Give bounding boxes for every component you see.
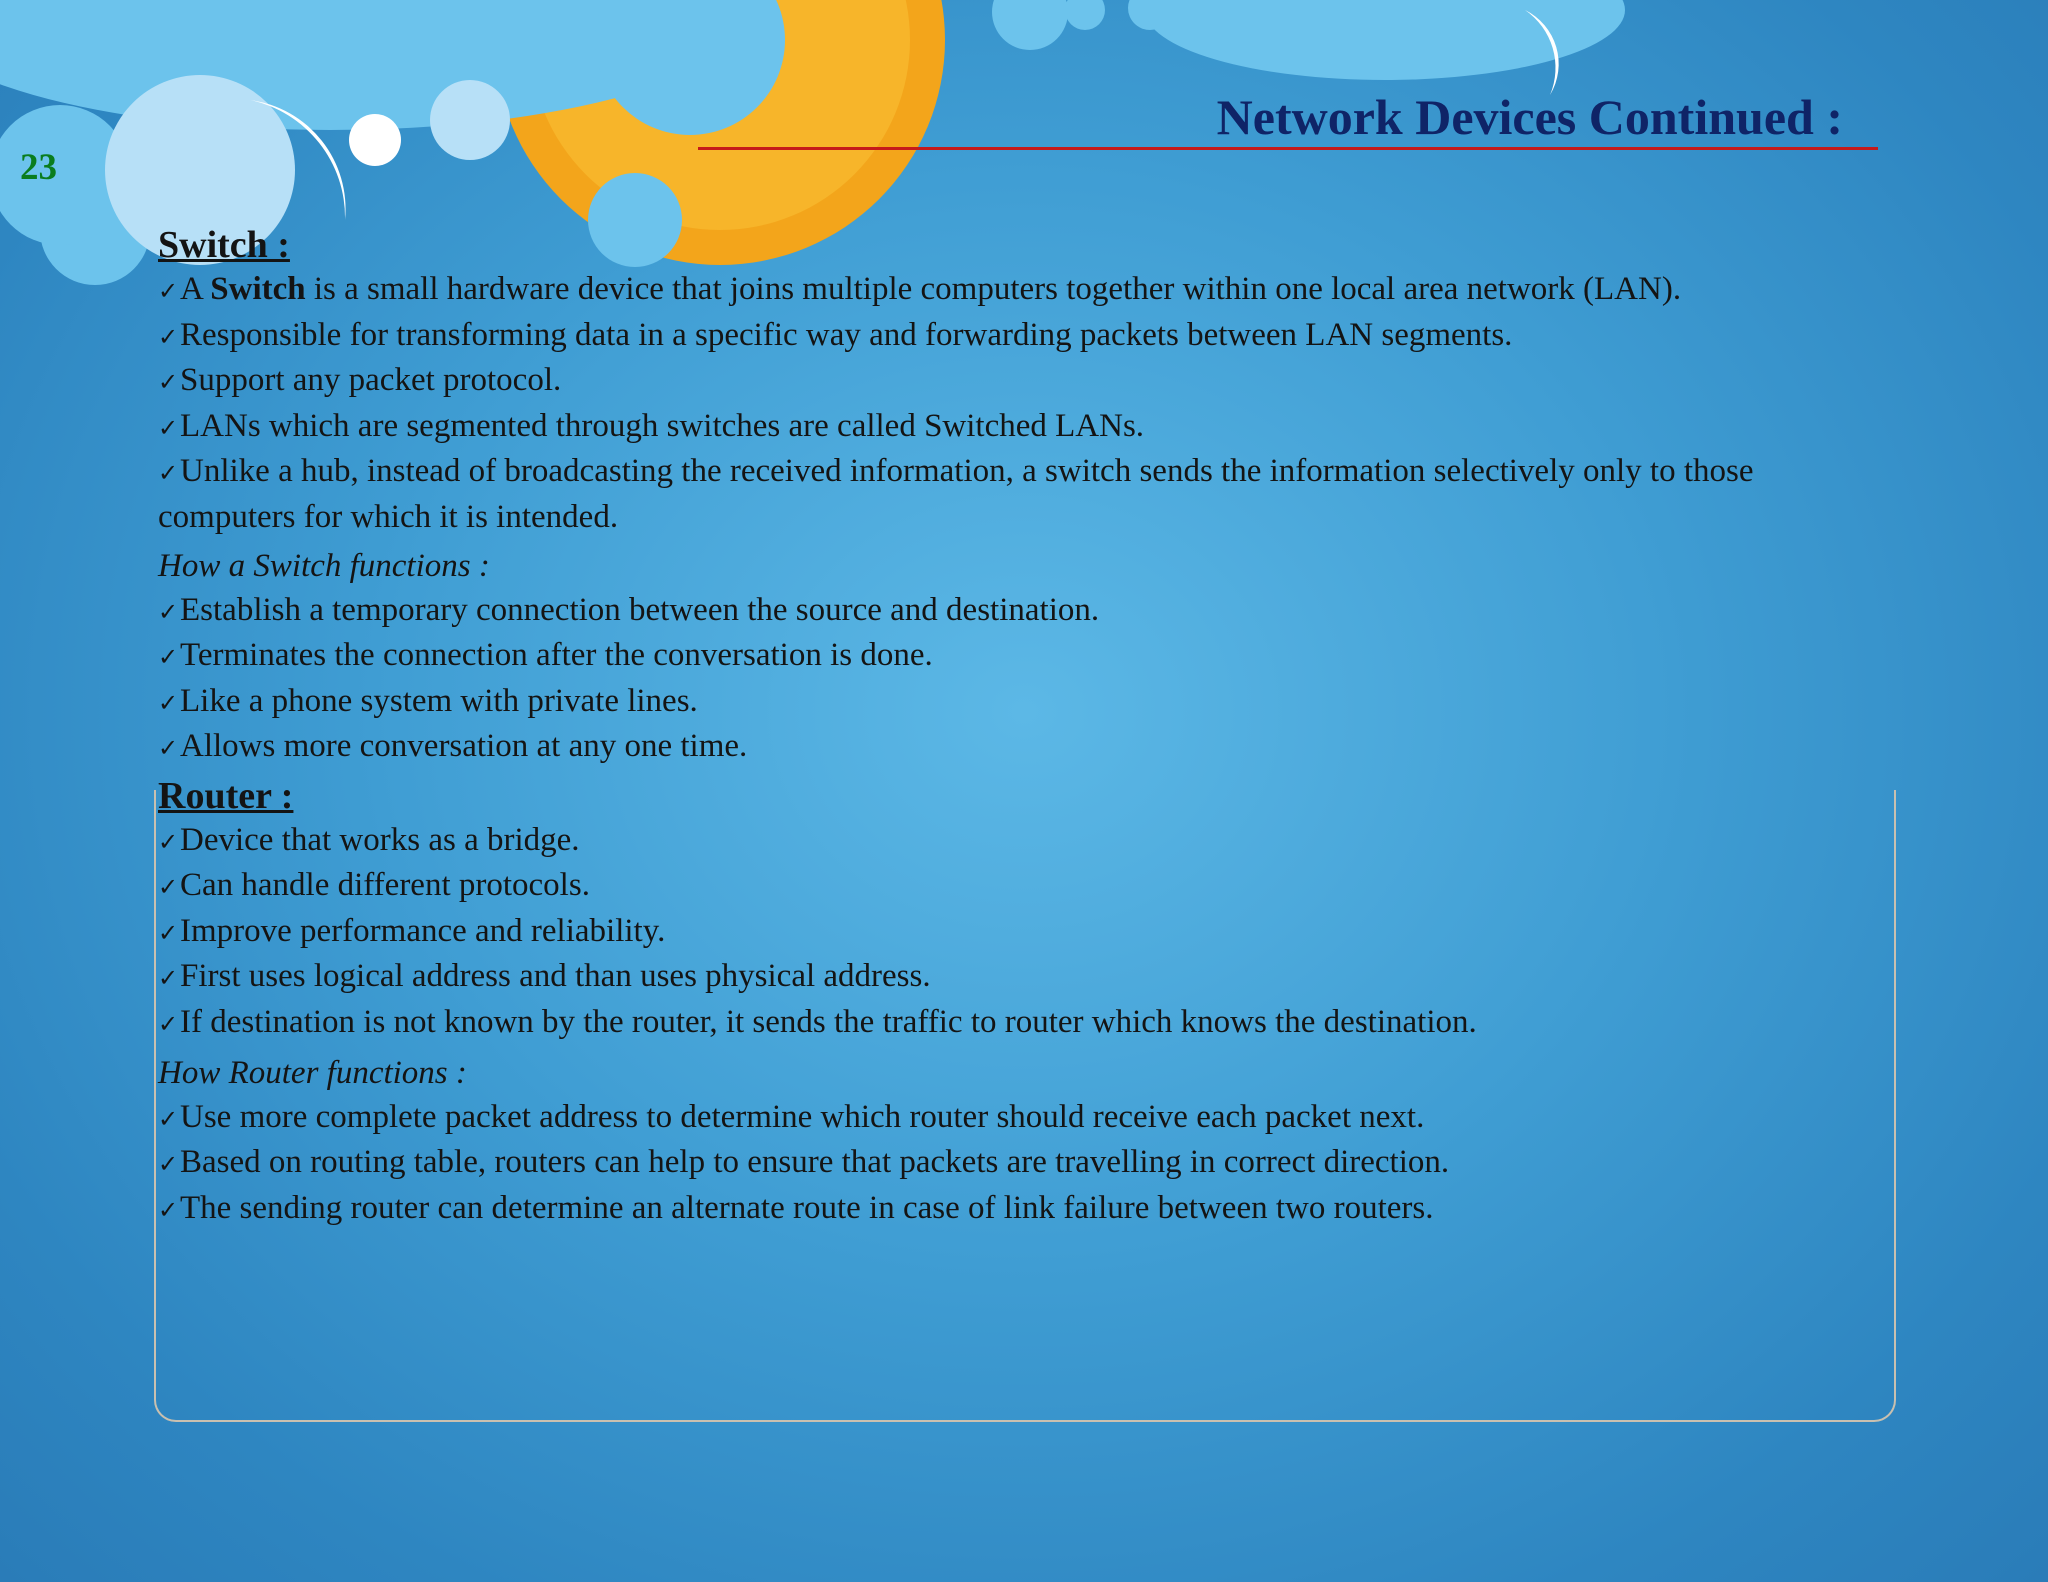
router-functions-heading: How Router functions :	[158, 1055, 467, 1091]
checkmark-icon: ✓	[158, 277, 179, 305]
checkmark-icon: ✓	[158, 459, 179, 487]
list-item: ✓The sending router can determine an alternate route in case of link failure between two routers.	[158, 1187, 1878, 1233]
checkmark-icon: ✓	[158, 368, 179, 396]
page-number: 23	[20, 147, 57, 188]
switch-heading: Switch :	[158, 224, 290, 266]
list-item: ✓Like a phone system with private lines.	[158, 680, 1878, 726]
list-item: ✓Can handle different protocols.	[158, 864, 1878, 910]
switch-functions-heading: How a Switch functions :	[158, 548, 490, 584]
slide-content	[158, 222, 1878, 1232]
list-item: ✓LANs which are segmented through switches are called Switched LANs.	[158, 405, 1878, 451]
page-title: Network Devices Continued :	[1216, 89, 1843, 145]
list-item: ✓If destination is not known by the router, it sends the traffic to router which knows the destination.	[158, 1001, 1878, 1047]
list-item: ✓Unlike a hub, instead of broadcasting the received information, a switch sends the information selectively only to those computers for which it is intended.	[158, 453, 1754, 535]
checkmark-icon: ✓	[158, 1104, 179, 1133]
checkmark-icon: ✓	[158, 918, 179, 947]
title-underline	[698, 147, 1878, 150]
list-item: ✓Responsible for transforming data in a specific way and forwarding packets between LAN segments.	[158, 314, 1878, 360]
checkmark-icon: ✓	[158, 322, 179, 351]
list-item: ✓Terminates the connection after the conversation is done.	[158, 634, 1878, 680]
list-item: ✓First uses logical address and than uses physical address.	[158, 955, 1878, 1001]
checkmark-icon: ✓	[158, 1009, 179, 1038]
list-item: ✓Support any packet protocol.	[158, 359, 1878, 405]
router-heading: Router :	[158, 774, 294, 817]
list-item: ✓Use more complete packet address to determine which router should receive each packet next.	[158, 1096, 1878, 1142]
checkmark-icon: ✓	[158, 643, 179, 671]
list-item: ✓Based on routing table, routers can help to ensure that packets are travelling in correct direction.	[158, 1141, 1878, 1187]
list-item: ✓Allows more conversation at any one time.	[158, 725, 1878, 771]
checkmark-icon: ✓	[158, 964, 179, 992]
checkmark-icon: ✓	[158, 1195, 179, 1224]
list-item: ✓Device that works as a bridge.	[158, 819, 1878, 865]
checkmark-icon: ✓	[158, 873, 179, 901]
checkmark-icon: ✓	[158, 1150, 179, 1178]
list-item: ✓Establish a temporary connection between the source and destination.	[158, 589, 1878, 635]
checkmark-icon: ✓	[158, 734, 179, 762]
list-item: ✓A Switch is a small hardware device that joins multiple computers together within one local area network (LAN).	[158, 268, 1878, 314]
list-item: ✓Improve performance and reliability.	[158, 910, 1878, 956]
checkmark-icon: ✓	[158, 597, 179, 626]
checkmark-icon: ✓	[158, 688, 179, 717]
checkmark-icon: ✓	[158, 413, 179, 442]
checkmark-icon: ✓	[158, 827, 179, 856]
